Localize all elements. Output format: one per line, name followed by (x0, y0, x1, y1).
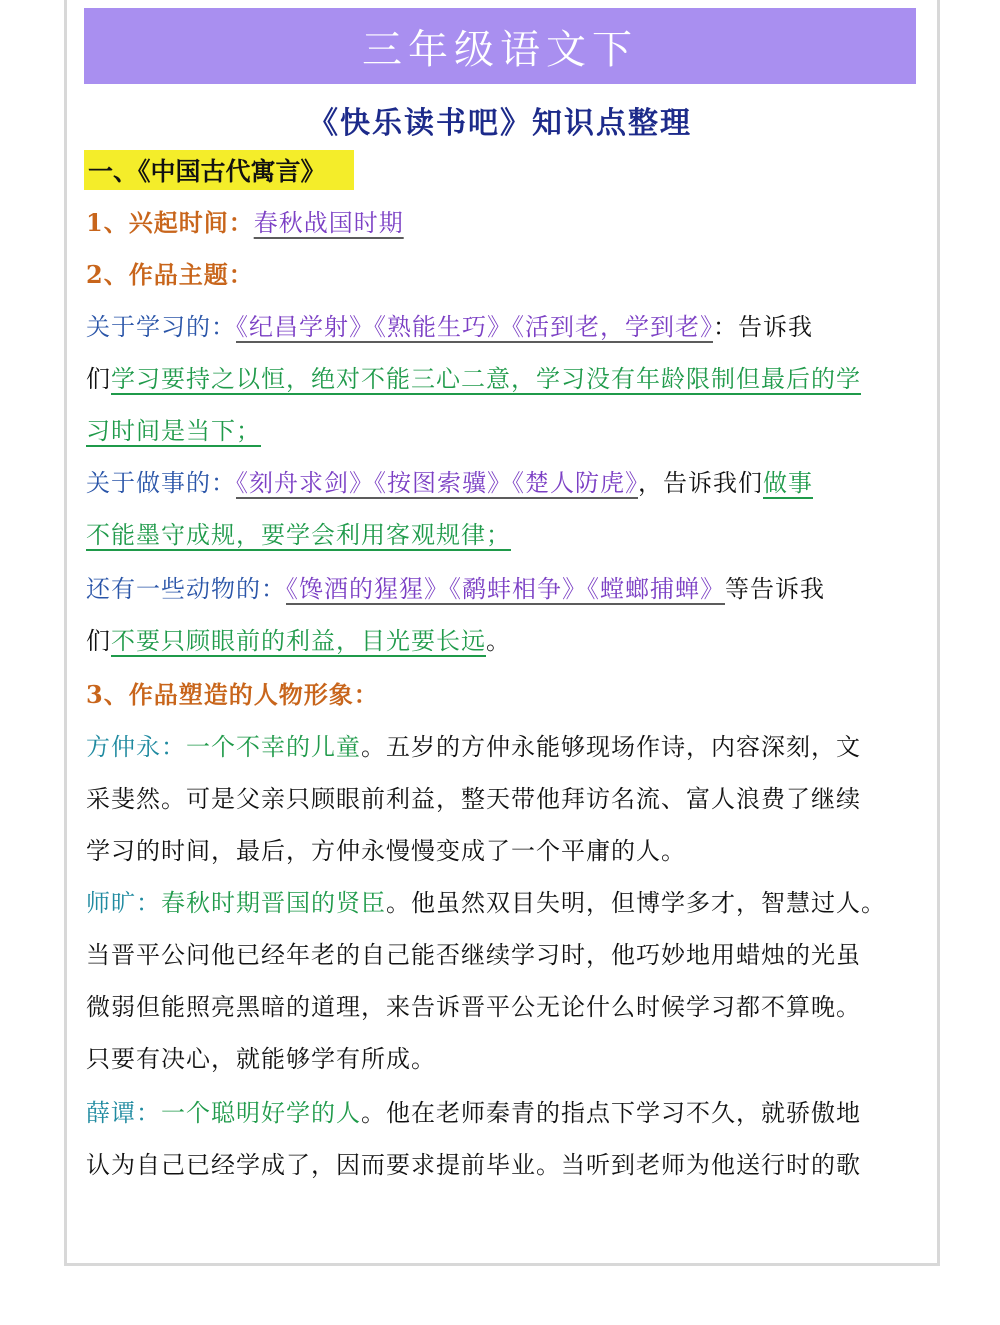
theme-text: ，告诉我们 (638, 469, 763, 497)
char-desc: 一个不幸的儿童 (186, 733, 361, 761)
char-xuetan-line-2 (86, 1148, 916, 1182)
header-banner (84, 8, 916, 84)
char-text: 学习的时间，最后，方仲永慢慢变成了一个平庸的人。 (86, 837, 686, 865)
char-name: 师旷： (86, 889, 161, 917)
theme-text: 们 (86, 627, 111, 655)
char-desc: 春秋时期晋国的贤臣 (161, 889, 386, 917)
theme-lesson: 学习要持之以恒，绝对不能三心二意，学习没有年龄限制但最后的学 (111, 365, 861, 393)
item-characters (86, 678, 916, 712)
char-shikuang-line-1 (86, 886, 916, 920)
char-text: 认为自己已经学成了，因而要求提前毕业。当听到老师为他送行时的歌 (86, 1151, 861, 1179)
theme-text: ：告诉我 (713, 313, 813, 341)
section-heading (84, 150, 354, 190)
theme-animal-line-1 (86, 572, 916, 606)
theme-work-line-1 (86, 466, 916, 500)
char-text: 采斐然。可是父亲只顾眼前利益，整天带他拜访名流、富人浪费了继续 (86, 785, 861, 813)
page-title: 三年级语文下 (362, 26, 638, 73)
theme-text: 等告诉我 (725, 575, 825, 603)
theme-titles: 《刻舟求剑》《按图索骥》《楚人防虎》 (236, 469, 638, 497)
char-text: 当晋平公问他已经年老的自己能否继续学习时，他巧妙地用蜡烛的光虽 (86, 941, 861, 969)
char-text: 。他在老师秦青的指点下学习不久，就骄傲地 (361, 1099, 861, 1127)
theme-study-line-1 (86, 310, 916, 344)
theme-text: 。 (486, 627, 511, 655)
item-origin-time (86, 206, 916, 240)
char-shikuang-line-2 (86, 938, 916, 972)
theme-lesson: 不能墨守成规，要学会利用客观规律； (86, 521, 511, 549)
item-label: 2、作品主题： (86, 260, 254, 289)
char-shikuang-line-4 (86, 1042, 916, 1076)
char-text: 微弱但能照亮黑暗的道理，来告诉晋平公无论什么时候学习都不算晚。 (86, 993, 861, 1021)
char-text: 只要有决心，就能够学有所成。 (86, 1045, 436, 1073)
item-label: 1、兴起时间： (86, 208, 254, 237)
theme-titles: 《纪昌学射》《熟能生巧》《活到老，学到老》 (236, 313, 713, 341)
theme-label: 还有一些动物的： (86, 575, 286, 603)
theme-lesson: 不要只顾眼前的利益，目光要长远 (111, 627, 486, 655)
char-text: 。他虽然双目失明，但博学多才，智慧过人。 (386, 889, 886, 917)
char-text: 。五岁的方仲永能够现场作诗，内容深刻，文 (361, 733, 861, 761)
char-xuetan-line-1 (86, 1096, 916, 1130)
item-label: 3、作品塑造的人物形象： (86, 680, 379, 709)
char-fang-line-2 (86, 782, 916, 816)
char-fang-line-3 (86, 834, 916, 868)
theme-titles: 《馋酒的猩猩》《鹬蚌相争》《螳螂捕蝉》 (286, 575, 725, 603)
theme-study-line-2 (86, 362, 916, 396)
char-name: 薛谭： (86, 1099, 161, 1127)
theme-text: 们 (86, 365, 111, 393)
item-themes (86, 258, 916, 292)
item-value: 春秋战国时期 (253, 209, 404, 237)
char-shikuang-line-3 (86, 990, 916, 1024)
theme-lesson: 做事 (763, 469, 813, 497)
theme-lesson: 习时间是当下； (86, 417, 261, 445)
theme-work-line-2 (86, 518, 916, 552)
theme-label: 关于学习的： (86, 313, 236, 341)
char-name: 方仲永： (86, 733, 186, 761)
theme-label: 关于做事的： (86, 469, 236, 497)
char-desc: 一个聪明好学的人 (161, 1099, 361, 1127)
char-fang-line-1 (86, 730, 916, 764)
theme-animal-line-2 (86, 624, 916, 658)
section-heading-text: 一、《中国古代寓言》 (88, 157, 326, 186)
subtitle: 《快乐读书吧》知识点整理 (308, 106, 692, 141)
theme-study-line-3 (86, 414, 916, 448)
